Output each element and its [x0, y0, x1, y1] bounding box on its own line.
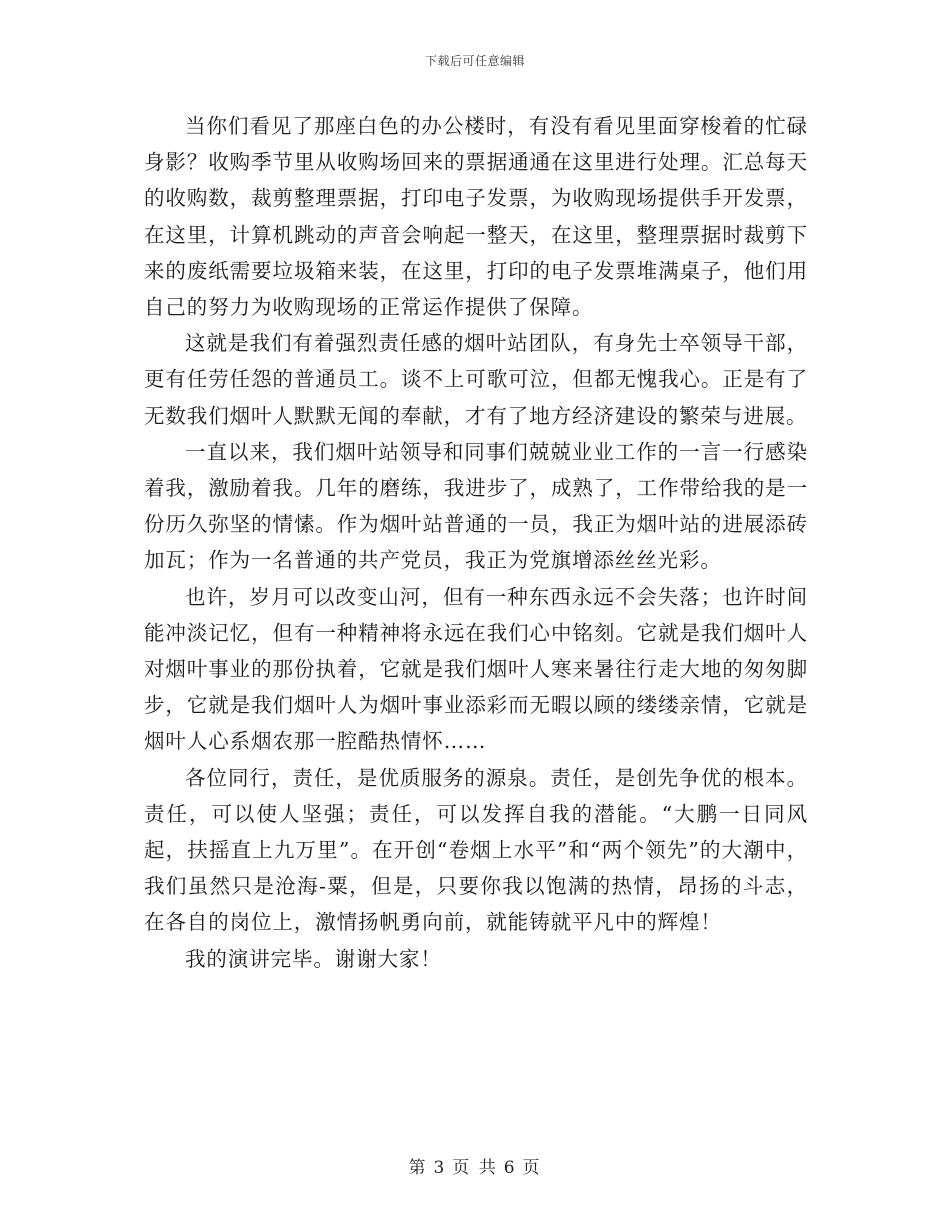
document-body [144, 108, 808, 977]
paragraph-5: 各位同行，责任，是优质服务的源泉。责任，是创先争优的根本。责任，可以使人坚强；责任，可以发挥自我的潜能。“大鹏一日同风起，扶摇直上九万里”。在开创“卷烟上水平”和“两个领先”的大潮中，我们虽然只是沧海-粟，但是，只要你我以饱满的热情，昂扬的斗志，在各自的岗位上，激情扬帆勇向前，就能铸就平凡中的辉煌！ [144, 765, 808, 935]
paragraph-3: 一直以来，我们烟叶站领导和同事们兢兢业业工作的一言一行感染着我，激励着我。几年的磨练，我进步了，成熟了，工作带给我的是一份历久弥坚的情愫。作为烟叶站普通的一员，我正为烟叶站的进展添砖加瓦；作为一名普通的共产党员，我正为党旗增添丝丝光彩。 [144, 439, 808, 573]
footer-mid: 页 共 [452, 1158, 498, 1178]
page-footer [0, 1153, 950, 1178]
paragraph-2: 这就是我们有着强烈责任感的烟叶站团队，有身先士卒领导干部，更有任劳任怨的普通员工。谈不上可歌可泣，但都无愧我心。正是有了无数我们烟叶人默默无闻的奉献，才有了地方经济建设的繁荣与进展。 [144, 331, 808, 428]
footer-total-pages: 6 [503, 1158, 517, 1178]
footer-current-page: 3 [433, 1158, 447, 1178]
footer-prefix: 第 [408, 1158, 428, 1178]
footer-suffix: 页 [522, 1158, 542, 1178]
paragraph-4: 也许，岁月可以改变山河，但有一种东西永远不会失落；也许时间能冲淡记忆，但有一种精神将永远在我们心中铭刻。它就是我们烟叶人对烟叶事业的那份执着，它就是我们烟叶人寒来暑往行走大地的匆匆脚步，它就是我们烟叶人为烟叶事业添彩而无暇以顾的缕缕亲情，它就是烟叶人心系烟农那一腔酷热情怀…… [144, 584, 808, 754]
paragraph-1: 当你们看见了那座白色的办公楼时，有没有看见里面穿梭着的忙碌身影？收购季节里从收购场回来的票据通通在这里进行处理。汇总每天的收购数，裁剪整理票据，打印电子发票，为收购现场提供手开发票，在这里，计算机跳动的声音会响起一整天，在这里，整理票据时裁剪下来的废纸需要垃圾箱来装，在这里，打印的电子发票堆满桌子，他们用自己的努力为收购现场的正常运作提供了保障。 [144, 114, 808, 320]
page-header: 下载后可任意编辑 [424, 54, 525, 68]
paragraph-6: 我的演讲完毕。谢谢大家！ [185, 946, 442, 971]
